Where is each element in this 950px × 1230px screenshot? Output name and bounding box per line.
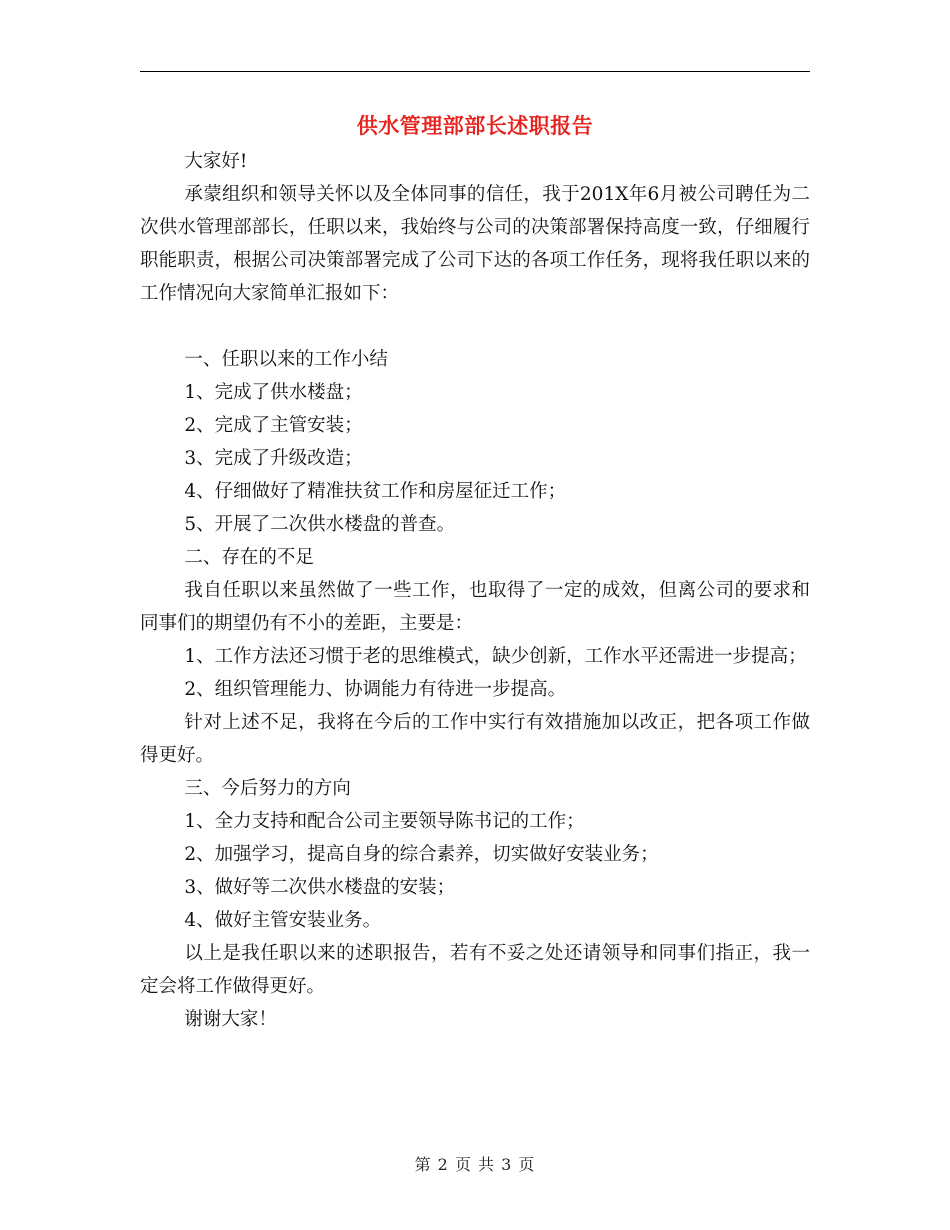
closing: 谢谢大家！ xyxy=(184,1009,277,1030)
list-item: 3、完成了升级改造； xyxy=(184,448,363,469)
list-item: 2、完成了主管安装； xyxy=(184,415,363,436)
list-item: 1、完成了供水楼盘； xyxy=(184,382,363,403)
list-item: 2、加强学习，提高自身的综合素养，切实做好安装业务； xyxy=(184,844,659,865)
list-item: 3、做好等二次供水楼盘的安装； xyxy=(184,877,456,898)
list-item: 2、组织管理能力、协调能力有待进一步提高。 xyxy=(184,679,567,700)
body-paragraph: 以上是我任职以来的述职报告，若有不妥之处还请领导和同事们指正，我一定会将工作做得更好。 xyxy=(140,943,810,997)
body-paragraph: 我自任职以来虽然做了一些工作，也取得了一定的成效，但离公司的要求和同事们的期望仍有不小的差距，主要是： xyxy=(140,580,810,634)
section-heading: 二、存在的不足 xyxy=(184,547,314,568)
greeting: 大家好! xyxy=(184,151,248,172)
list-item: 5、开展了二次供水楼盘的普查。 xyxy=(184,514,456,535)
body-paragraph: 承蒙组织和领导关怀以及全体同事的信任，我于201X年6月被公司聘任为二次供水管理部部长，任职以来，我始终与公司的决策部署保持高度一致，仔细履行职能职责，根据公司决策部署完成了公司下达的各项工作任务，现将我任职以来的工作情况向大家简单汇报如下： xyxy=(140,184,810,304)
section-heading: 一、任职以来的工作小结 xyxy=(184,349,388,370)
list-item: 4、仔细做好了精准扶贫工作和房屋征迁工作； xyxy=(184,481,567,502)
list-item: 1、全力支持和配合公司主要领导陈书记的工作； xyxy=(184,811,585,832)
section-heading: 三、今后努力的方向 xyxy=(184,778,351,799)
list-item: 1、工作方法还习惯于老的思维模式，缺少创新，工作水平还需进一步提高； xyxy=(184,646,807,667)
document-body xyxy=(140,145,810,1036)
body-paragraph: 针对上述不足，我将在今后的工作中实行有效措施加以改正，把各项工作做得更好。 xyxy=(140,712,810,766)
document-title: 供水管理部部长述职报告 xyxy=(356,113,594,138)
header-rule xyxy=(140,71,810,72)
page-number: 第 2 页 共 3 页 xyxy=(414,1155,536,1174)
list-item: 4、做好主管安装业务。 xyxy=(184,910,382,931)
blank-line xyxy=(140,310,810,343)
